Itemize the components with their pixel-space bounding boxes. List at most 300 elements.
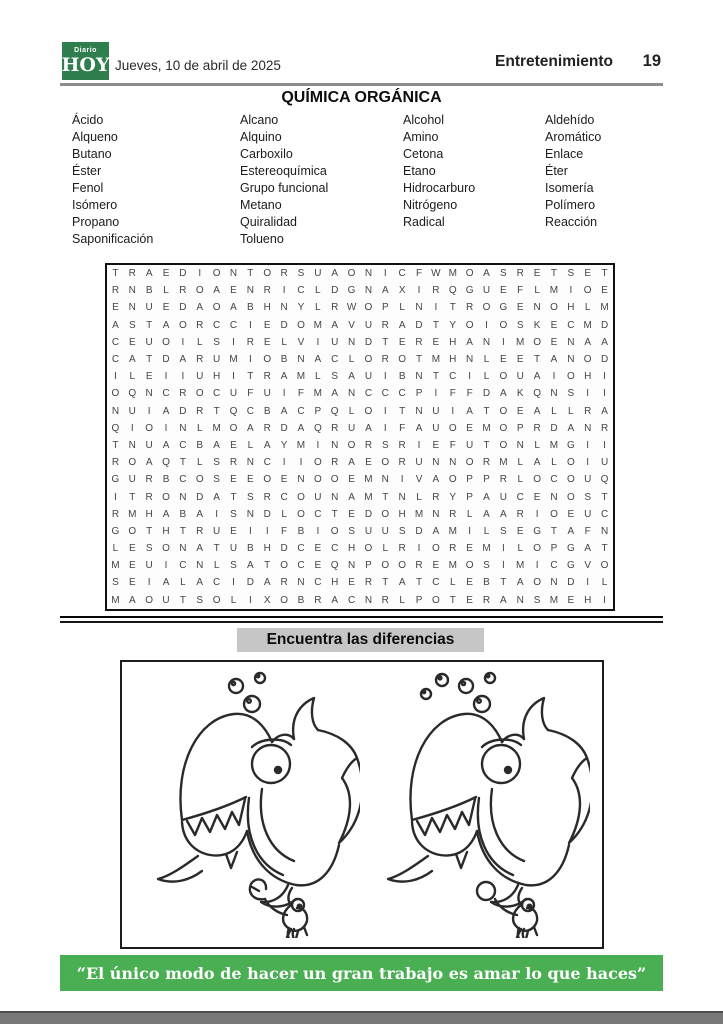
grid-cell: U <box>145 336 153 348</box>
grid-cell: S <box>213 474 220 486</box>
grid-cell: O <box>195 388 204 400</box>
grid-cell: A <box>500 594 507 606</box>
grid-cell: L <box>348 354 355 366</box>
grid-cell: A <box>415 422 423 434</box>
grid-cell: I <box>147 577 151 589</box>
grid-cell: N <box>331 439 339 451</box>
grid-cell: M <box>296 371 306 383</box>
grid-cell: I <box>586 457 590 469</box>
grid-cell: B <box>162 474 170 486</box>
grid-cell: E <box>584 268 592 280</box>
grid-cell: L <box>196 457 203 469</box>
grid-cell: S <box>112 577 119 589</box>
grid-cell: C <box>162 388 170 400</box>
grid-cell: L <box>129 371 136 383</box>
grid-cell: O <box>145 594 154 606</box>
grid-cell: U <box>466 439 474 451</box>
grid-cell: R <box>533 422 541 434</box>
grid-cell: E <box>348 474 355 486</box>
grid-cell: O <box>212 268 221 280</box>
grid-cell: A <box>398 319 406 331</box>
grid-cell: X <box>263 594 271 606</box>
grid-cell: E <box>398 336 406 348</box>
word-item: Nitrógeno <box>403 198 458 212</box>
grid-cell: N <box>145 388 153 400</box>
grid-cell: E <box>230 285 237 297</box>
grid-cell: R <box>263 422 271 434</box>
grid-cell: N <box>550 577 558 589</box>
grid-cell: G <box>533 525 541 537</box>
grid-cell: T <box>230 491 237 503</box>
grid-cell: N <box>229 268 238 280</box>
grid-cell: F <box>517 285 524 297</box>
grid-cell: C <box>111 336 120 348</box>
grid-cell: D <box>179 405 187 417</box>
grid-cell: X <box>398 285 406 297</box>
word-item: Éster <box>72 164 102 178</box>
grid-cell: E <box>601 285 608 297</box>
grid-cell: A <box>533 457 541 469</box>
grid-cell: H <box>347 543 356 555</box>
footer-quote-bar <box>60 955 663 991</box>
grid-cell: C <box>347 594 356 606</box>
grid-cell: R <box>415 336 423 348</box>
grid-cell: A <box>213 439 220 451</box>
grid-cell: A <box>432 474 440 486</box>
grid-cell: E <box>567 594 575 606</box>
grid-cell: Y <box>297 302 305 314</box>
grid-cell: E <box>432 336 440 348</box>
grid-cell: R <box>196 354 204 366</box>
grid-cell: O <box>465 268 474 280</box>
grid-cell: O <box>566 457 575 469</box>
grid-cell: I <box>316 439 320 451</box>
grid-cell: T <box>601 491 608 503</box>
grid-cell: D <box>280 543 288 555</box>
grid-cell: R <box>381 354 389 366</box>
grid-cell: L <box>196 422 203 434</box>
grid-cell: L <box>483 354 490 366</box>
grid-cell: G <box>465 285 474 297</box>
grid-cell: R <box>179 285 187 297</box>
grid-cell: L <box>382 543 389 555</box>
grid-cell: O <box>212 302 221 314</box>
shark-image-left <box>140 668 360 938</box>
grid-cell: N <box>567 336 575 348</box>
grid-cell: E <box>230 439 237 451</box>
grid-cell: I <box>282 457 286 469</box>
grid-cell: C <box>314 577 322 589</box>
grid-cell: I <box>501 560 505 572</box>
grid-cell: T <box>415 577 423 589</box>
grid-cell: G <box>111 474 120 486</box>
grid-cell: D <box>364 336 373 348</box>
grid-cell: U <box>499 491 507 503</box>
grid-cell: A <box>500 388 507 400</box>
grid-cell: C <box>398 268 406 280</box>
grid-cell: L <box>230 594 237 606</box>
grid-cell: U <box>145 302 153 314</box>
grid-cell: R <box>449 543 457 555</box>
grid-cell: Q <box>313 422 322 434</box>
grid-cell: M <box>499 457 508 469</box>
grid-cell: C <box>364 388 373 400</box>
grid-cell: R <box>516 268 524 280</box>
grid-cell: B <box>263 405 271 417</box>
grid-cell: I <box>198 268 202 280</box>
date-text: Jueves, 10 de abril de 2025 <box>115 58 281 73</box>
grid-cell: L <box>180 577 186 589</box>
grid-cell: N <box>246 457 254 469</box>
grid-cell: B <box>145 285 153 297</box>
grid-cell: A <box>398 577 406 589</box>
grid-cell: R <box>482 594 491 606</box>
grid-cell: I <box>468 371 472 383</box>
grid-cell: I <box>586 439 590 451</box>
word-item: Metano <box>240 198 282 212</box>
grid-cell: M <box>482 422 491 434</box>
grid-cell: E <box>516 354 524 366</box>
grid-cell: R <box>145 474 153 486</box>
grid-cell: C <box>213 319 221 331</box>
grid-cell: B <box>297 594 305 606</box>
grid-cell: N <box>364 268 373 280</box>
grid-cell: M <box>414 508 424 520</box>
grid-cell: O <box>313 457 322 469</box>
grid-cell: O <box>128 525 137 537</box>
grid-cell: T <box>432 371 439 383</box>
grid-cell: O <box>263 474 272 486</box>
grid-cell: C <box>179 560 187 572</box>
word-item: Aldehído <box>545 113 595 127</box>
grid-cell: R <box>229 457 238 469</box>
grid-cell: H <box>584 594 592 606</box>
grid-cell: N <box>179 491 187 503</box>
grid-cell: R <box>499 474 507 486</box>
grid-cell: N <box>567 354 575 366</box>
grid-cell: A <box>280 371 288 383</box>
grid-cell: I <box>603 594 606 606</box>
grid-cell: C <box>246 405 254 417</box>
grid-cell: O <box>162 336 170 348</box>
grid-cell: A <box>584 336 592 348</box>
grid-cell: N <box>466 354 474 366</box>
grid-cell: E <box>280 474 288 486</box>
grid-cell: S <box>567 268 575 280</box>
grid-cell: Q <box>330 560 339 572</box>
grid-cell: O <box>330 525 339 537</box>
grid-cell: L <box>601 577 608 589</box>
grid-cell: C <box>381 388 389 400</box>
grid-cell: H <box>584 371 592 383</box>
grid-cell: A <box>533 371 541 383</box>
grid-cell: B <box>398 371 406 383</box>
grid-cell: M <box>549 439 559 451</box>
grid-cell: E <box>162 268 170 280</box>
grid-cell: L <box>315 285 321 297</box>
grid-cell: G <box>566 439 575 451</box>
grid-cell: M <box>111 594 120 606</box>
grid-cell: C <box>297 543 305 555</box>
grid-cell: C <box>213 577 221 589</box>
grid-cell: H <box>263 302 271 314</box>
grid-cell: I <box>603 439 606 451</box>
grid-cell: M <box>549 594 559 606</box>
word-list-column-4 <box>545 112 601 231</box>
grid-cell: I <box>147 405 151 417</box>
grid-cell: O <box>162 491 170 503</box>
grid-cell: R <box>196 525 204 537</box>
grid-cell: O <box>499 371 508 383</box>
grid-cell: T <box>534 354 541 366</box>
grid-cell: S <box>213 457 220 469</box>
grid-cell: I <box>181 371 185 383</box>
grid-cell: P <box>381 302 389 314</box>
grid-cell: M <box>431 354 441 366</box>
grid-cell: M <box>482 543 491 555</box>
grid-cell: N <box>347 336 356 348</box>
grid-cell: O <box>533 577 541 589</box>
grid-cell: E <box>128 336 136 348</box>
grid-cell: O <box>432 594 440 606</box>
grid-cell: E <box>348 577 355 589</box>
grid-cell: L <box>416 491 422 503</box>
grid-cell: I <box>586 577 590 589</box>
grid-cell: I <box>232 577 235 589</box>
word-item: Aromático <box>545 130 602 144</box>
grid-cell: U <box>584 508 592 520</box>
grid-cell: W <box>431 268 441 280</box>
grid-cell: S <box>348 525 355 537</box>
grid-cell: R <box>364 439 373 451</box>
grid-cell: U <box>213 354 221 366</box>
grid-cell: I <box>552 371 556 383</box>
grid-cell: M <box>364 474 373 486</box>
grid-cell: L <box>517 474 523 486</box>
grid-cell: I <box>316 336 320 348</box>
grid-cell: C <box>516 491 524 503</box>
grid-cell: A <box>483 508 490 520</box>
grid-cell: R <box>179 388 187 400</box>
grid-cell: Y <box>280 439 288 451</box>
grid-cell: I <box>265 525 269 537</box>
grid-cell: E <box>263 336 271 348</box>
grid-cell: N <box>364 594 373 606</box>
grid-cell: O <box>212 594 221 606</box>
word-item: Enlace <box>545 147 584 161</box>
grid-cell: I <box>434 302 438 314</box>
grid-cell: I <box>164 560 168 572</box>
grid-cell: F <box>281 525 288 537</box>
grid-cell: T <box>382 336 389 348</box>
differences-image-box <box>120 660 604 949</box>
grid-cell: H <box>398 508 406 520</box>
grid-cell: O <box>364 543 373 555</box>
grid-cell: G <box>111 525 120 537</box>
grid-cell: O <box>566 491 575 503</box>
grid-cell: I <box>282 388 286 400</box>
grid-cell: N <box>196 560 204 572</box>
grid-cell: A <box>213 491 220 503</box>
grid-cell: M <box>128 508 137 520</box>
grid-cell: P <box>466 474 473 486</box>
grid-cell: F <box>449 439 456 451</box>
grid-cell: I <box>501 543 505 555</box>
grid-cell: R <box>415 560 423 572</box>
grid-cell: L <box>551 457 557 469</box>
grid-cell: V <box>584 560 592 572</box>
grid-cell: A <box>162 405 170 417</box>
grid-cell: E <box>314 543 322 555</box>
grid-cell: O <box>128 457 137 469</box>
word-item: Radical <box>403 215 445 229</box>
grid-cell: O <box>600 560 609 572</box>
grid-cell: H <box>567 302 575 314</box>
grid-cell: R <box>111 285 120 297</box>
grid-cell: L <box>281 508 287 520</box>
grid-cell: O <box>398 354 407 366</box>
grid-cell: O <box>162 543 170 555</box>
grid-cell: O <box>533 336 541 348</box>
grid-cell: G <box>566 543 575 555</box>
grid-cell: R <box>398 457 406 469</box>
grid-cell: A <box>247 422 254 434</box>
grid-cell: A <box>466 336 473 348</box>
grid-cell: H <box>449 354 457 366</box>
grid-cell: O <box>263 268 272 280</box>
grid-cell: T <box>146 319 153 331</box>
grid-cell: T <box>129 491 136 503</box>
grid-cell: O <box>229 422 238 434</box>
word-item: Ácido <box>72 113 104 127</box>
grid-cell: Q <box>111 422 120 434</box>
grid-cell: R <box>331 422 339 434</box>
grid-cell: C <box>331 354 339 366</box>
footer-quote-text: “El único modo de hacer un gran trabajo es amar lo que haces” <box>76 963 647 983</box>
page-bottom-edge <box>0 1011 723 1024</box>
grid-cell: M <box>364 491 373 503</box>
grid-cell: R <box>516 508 524 520</box>
grid-cell: I <box>451 405 455 417</box>
grid-cell: B <box>196 439 204 451</box>
grid-cell: O <box>364 354 373 366</box>
grid-cell: A <box>483 491 490 503</box>
grid-cell: M <box>313 388 322 400</box>
grid-cell: I <box>400 474 404 486</box>
grid-cell: R <box>331 457 339 469</box>
grid-cell: C <box>179 439 187 451</box>
grid-cell: A <box>331 594 339 606</box>
grid-cell: I <box>114 371 117 383</box>
grid-cell: Q <box>448 285 457 297</box>
grid-cell: O <box>330 474 339 486</box>
grid-cell: O <box>364 405 373 417</box>
section-divider-line-2 <box>60 621 663 623</box>
grid-cell: F <box>466 388 473 400</box>
grid-cell: A <box>348 457 355 469</box>
grid-cell: I <box>164 422 168 434</box>
grid-cell: C <box>297 405 305 417</box>
grid-cell: T <box>483 405 490 417</box>
grid-cell: I <box>434 388 438 400</box>
grid-cell: E <box>230 474 237 486</box>
grid-cell: A <box>550 354 558 366</box>
grid-cell: U <box>364 319 373 331</box>
grid-cell: N <box>550 491 558 503</box>
grid-cell: D <box>600 319 609 331</box>
grid-cell: E <box>432 439 440 451</box>
grid-cell: A <box>601 336 608 348</box>
grid-cell: E <box>348 508 355 520</box>
grid-cell: B <box>280 354 288 366</box>
grid-cell: E <box>466 577 473 589</box>
grid-cell: I <box>383 371 387 383</box>
grid-cell: A <box>196 577 204 589</box>
grid-cell: D <box>600 354 609 366</box>
grid-cell: O <box>465 560 474 572</box>
grid-cell: O <box>280 560 288 572</box>
grid-cell: O <box>297 508 305 520</box>
grid-cell: O <box>432 543 440 555</box>
grid-cell: H <box>449 336 457 348</box>
grid-cell: U <box>162 594 170 606</box>
grid-cell: Y <box>449 319 457 331</box>
grid-cell: O <box>566 371 575 383</box>
grid-cell: I <box>383 405 387 417</box>
grid-cell: O <box>179 319 187 331</box>
grid-cell: P <box>516 422 524 434</box>
grid-cell: A <box>314 354 322 366</box>
grid-cell: A <box>348 371 355 383</box>
grid-cell: S <box>500 525 507 537</box>
grid-cell: I <box>468 525 472 537</box>
grid-cell: A <box>112 319 119 331</box>
grid-cell: H <box>145 508 153 520</box>
grid-cell: P <box>415 388 423 400</box>
grid-cell: P <box>365 560 372 572</box>
grid-cell: E <box>550 336 558 348</box>
word-list-column-1 <box>72 112 153 248</box>
grid-cell: R <box>196 319 204 331</box>
grid-cell: L <box>315 302 321 314</box>
grid-cell: O <box>499 422 508 434</box>
grid-cell: A <box>162 508 170 520</box>
grid-cell: I <box>248 594 252 606</box>
word-item: Hidrocarburo <box>403 181 476 195</box>
grid-cell: A <box>533 405 541 417</box>
grid-cell: V <box>297 336 305 348</box>
grid-cell: A <box>483 268 490 280</box>
grid-cell: L <box>399 594 405 606</box>
grid-cell: A <box>247 560 254 572</box>
grid-cell: A <box>179 354 187 366</box>
grid-cell: O <box>111 388 120 400</box>
grid-cell: C <box>331 543 339 555</box>
grid-cell: Q <box>330 405 339 417</box>
grid-cell: O <box>347 268 356 280</box>
grid-cell: T <box>179 525 186 537</box>
grid-cell: U <box>584 474 592 486</box>
grid-cell: I <box>603 388 606 400</box>
grid-cell: L <box>534 285 540 297</box>
grid-cell: S <box>213 336 220 348</box>
grid-cell: K <box>516 388 524 400</box>
grid-cell: U <box>347 422 356 434</box>
grid-cell: R <box>482 457 491 469</box>
grid-cell: O <box>313 474 322 486</box>
grid-cell: S <box>533 594 541 606</box>
grid-cell: C <box>111 354 120 366</box>
